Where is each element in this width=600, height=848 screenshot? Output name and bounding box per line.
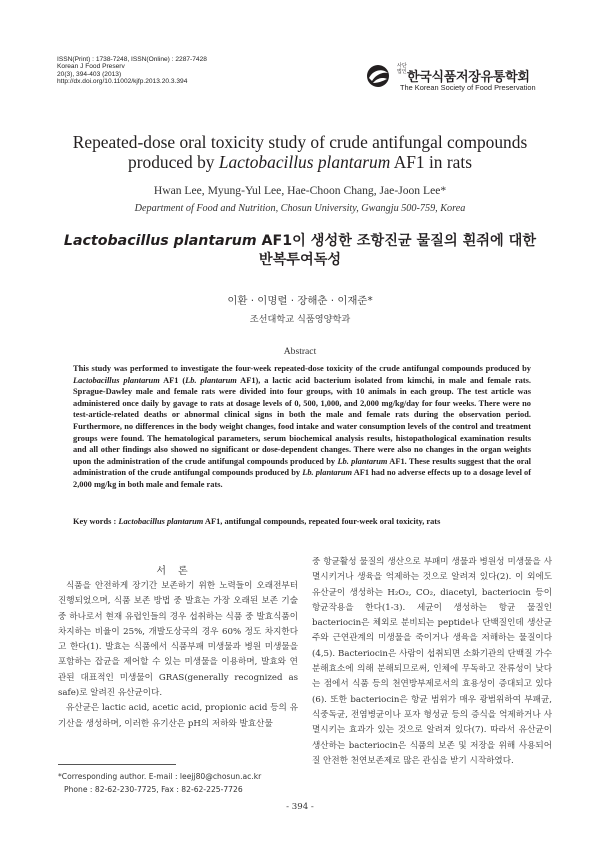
keywords-list: AF1, antifungal compounds, repeated four-week oral toxicity, rats xyxy=(203,517,441,526)
korean-affiliation: 조선대학교 식품영양학과 xyxy=(249,314,351,325)
society-name-ko: 한국식품저장유통학회 xyxy=(407,70,530,85)
intro-paragraph-3: 중 항균활성 물질의 생산으로 부패미 생물과 병원성 미생물을 사멸시키거나 생육을 억제하는 것으로 알려져 있다(2). 이 외에도 유산균이 생성하는 H₂O₂, CO₂, diacetyl, bacteriocin 등이 항균작용을 한다(1-3). 세균이 생성하는 항균 물질인 bacteriocin은 체외로 분비되는 peptide나 단백질인데 생산균주와 근연관계의 미생물을 죽이거나 생육을 저해하는 물질이다(4,5). Bacteriocin은 사람이 섭취되면 소화기관의 단백질 가수분해효소에 의해 분해되므로써, 인체에 무독하고 잔류성이 낮다는 점에서 식품 등의 천연방부제로서의 효용성이 증대되고 있다(6). 또한 bacteriocin은 항균 범위가 매우 광범위하여 부패균, 식중독균, 전염병균이나 포자 형성균 등의 증식을 억제하거나 사멸시키는 효과가 있는 것으로 알려져 있다(7). 따라서 유산균이 생산하는 bacteriocin은 식품의 보존 및 저장을 위해 사용되어질 안전한 천연보존제로 많은 관심을 받기 시작하였다. xyxy=(312,557,552,766)
contact-phone-fax: Phone : 82-62-230-7725, Fax : 82-62-225-7726 xyxy=(64,785,243,794)
intro-paragraph-1: 식품을 안전하게 장기간 보존하기 위한 노력들이 오래전부터 진행되었으며, 식품 보존 방법 중 발효는 가장 오래된 보존 기술 중 하나로서 현재 유럽인들의 경우 섭취하는 식품 중 발효식품이 차지하는 비율이 25%, 개발도상국의 경우 60% 정도 차지한다고 한다(1). 발효는 식품에서 식품부패 미생물과 병원 미생물을 포함하는 잡균을 제어할 수 있는 미생물을 이용하며, 발효와 연관된 대표적인 미생물이 GRAS(generally recognized as safe)로 알려진 유산균이다. xyxy=(58,581,298,699)
abstract-text: AF1 ( xyxy=(159,375,186,385)
right-column xyxy=(312,555,552,769)
korean-title xyxy=(40,232,560,270)
section-heading-introduction: 서론 xyxy=(156,566,200,577)
journal-name: Korean J Food Preserv xyxy=(57,63,125,71)
footnote-divider xyxy=(58,764,176,765)
abstract-species: Lb. plantarum xyxy=(302,468,353,478)
abstract-heading: Abstract xyxy=(283,346,317,357)
society-badge: 사단법인 xyxy=(397,63,407,75)
society-logo-icon xyxy=(364,64,394,92)
footnote xyxy=(58,770,308,796)
paper-title xyxy=(40,132,560,172)
intro-paragraph-2: 유산균은 lactic acid, acetic acid, propionic acid 등의 유기산을 생성하며, 이러한 유기산은 pH의 저하와 발효산물 xyxy=(58,703,298,729)
page-number: - 394 - xyxy=(286,802,314,812)
title-text: produced by xyxy=(128,152,219,172)
korean-title-text: AF1이 생성한 조항진균 물질의 흰쥐에 대한 xyxy=(256,233,537,249)
keywords xyxy=(73,517,543,526)
title-line-1: Repeated-dose oral toxicity study of crude antifungal compounds xyxy=(72,132,528,152)
abstract-body xyxy=(73,363,531,491)
abstract-species: Lactobacillus plantarum xyxy=(73,375,160,385)
society-name-en: The Korean Society of Food Preservation xyxy=(400,83,536,92)
korean-title-species: Lactobacillus plantarum xyxy=(63,233,257,249)
abstract-species: Lb. plantarum xyxy=(337,456,388,466)
corresponding-author: *Corresponding author. E-mail : leejj80@chosun.ac.kr xyxy=(58,772,262,781)
korean-title-line-1 xyxy=(40,232,560,251)
affiliation: Department of Food and Nutrition, Chosun University, Gwangju 500-759, Korea xyxy=(134,203,466,214)
abstract-text: AF1. These results suggest that the oral administration of the crude antifungal compounds produced by xyxy=(73,456,531,478)
title-line-2 xyxy=(40,152,560,172)
title-species: Lactobacillus plantarum xyxy=(218,152,391,172)
abstract-text: This study was performed to investigate the four-week repeated-dose toxicity of the crude antifungal compounds produced by xyxy=(73,364,531,373)
abstract-text: AF1), a lactic acid bacterium isolated from kimchi, in male and female rats. Sprague-Dawley male and female rats were divided into four groups, with 10 animals in each group. The test article was administered once daily by gavage to rats at dosage levels of 0, 500, 1,000, and 2,000 mg/kg/day for four weeks. There were no test-article-related deaths or abnormal clinical signs in both the male and female rats during the observation period. Furthermore, no differences in the body weight changes, food intake and water consumption levels of the control and treatment groups were found. The hematological parameters, serum biochemical analysis results, histopathological examination results and all other findings also showed no significant or dose-dependent changes. There were also no changes in the organ weights upon the administration of the crude antifungal compounds produced by xyxy=(73,375,532,466)
volume-pages: 20(3), 394-403 (2013) xyxy=(57,70,122,78)
korean-authors: 이환 · 이명렬 · 장해춘 · 이재준* xyxy=(227,295,373,307)
authors: Hwan Lee, Myung-Yul Lee, Hae-Choon Chang, Jae-Joon Lee* xyxy=(153,184,447,197)
issn-line: ISSN(Print) : 1738-7248, ISSN(Online) : 2287-7428 xyxy=(57,56,207,63)
abstract-text: AF1 had no adverse effects up to a dosage level of 2,000 mg/kg in both male and female rats. xyxy=(73,468,532,489)
doi-link[interactable]: http://dx.doi.org/10.11002/kjfp.2013.20.3.394 xyxy=(57,78,188,86)
abstract-species: Lb. plantarum xyxy=(185,375,237,385)
keyword-species: Lactobacillus plantarum xyxy=(118,517,204,526)
korean-title-line-2: 반복투여독성 xyxy=(258,252,342,268)
journal-meta xyxy=(57,56,207,86)
left-column xyxy=(58,579,298,732)
keywords-label: Key words : xyxy=(73,517,119,526)
title-text-end: AF1 in rats xyxy=(390,152,472,172)
